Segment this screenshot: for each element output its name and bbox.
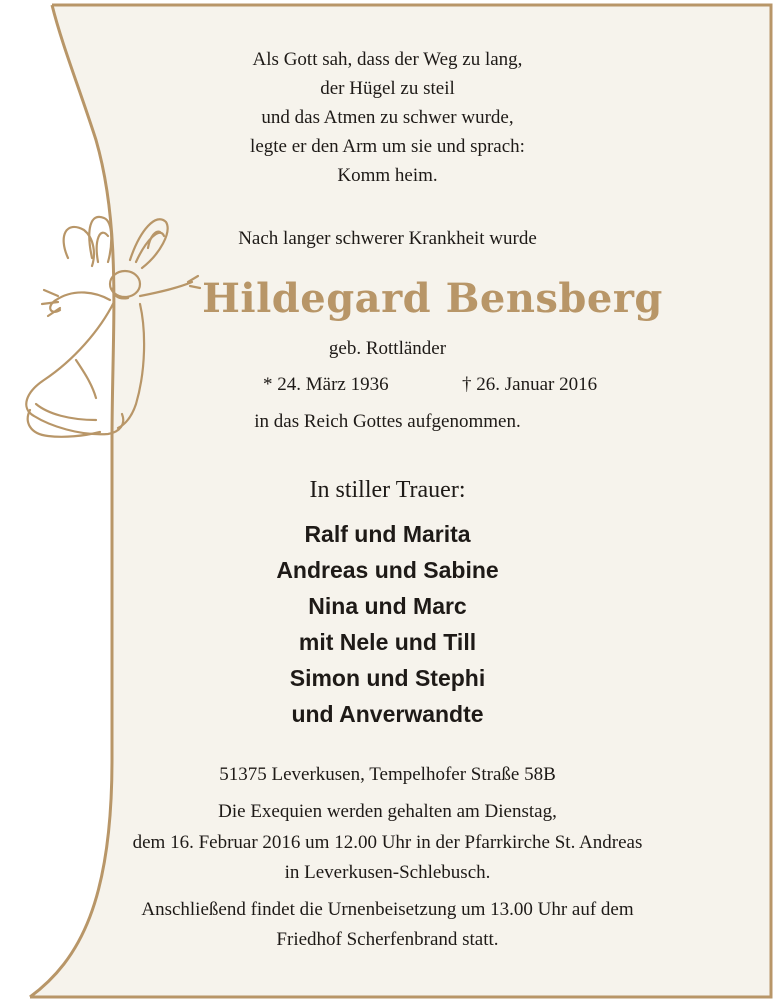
service-line-1: Die Exequien werden gehalten am Dienstag, <box>218 801 557 822</box>
service-line-3: in Leverkusen-Schlebusch. <box>284 862 491 883</box>
family-line-3: Nina und Marc <box>308 593 467 619</box>
verse-line-3: und das Atmen zu schwer wurde, <box>261 107 514 128</box>
service-line-2: dem 16. Februar 2016 um 12.00 Uhr in der Pfarrkirche St. Andreas <box>132 832 643 853</box>
taken-text: in das Reich Gottes aufgenommen. <box>254 411 521 432</box>
verse-line-1: Als Gott sah, dass der Weg zu lang, <box>252 49 523 70</box>
burial-line-1: Anschließend findet die Urnenbeisetzung um 13.00 Uhr auf dem <box>141 899 634 920</box>
deceased-name: Hildegard Bensberg <box>202 275 663 322</box>
verse-line-4: legte er den Arm um sie und sprach: <box>250 136 525 157</box>
death-date: † 26. Januar 2016 <box>462 374 598 395</box>
verse-line-2: der Hügel zu steil <box>320 78 455 99</box>
verse-line-5: Komm heim. <box>337 165 438 186</box>
intro-text: Nach langer schwerer Krankheit wurde <box>238 228 537 249</box>
birth-date: * 24. März 1936 <box>263 374 389 395</box>
address: 51375 Leverkusen, Tempelhofer Straße 58B <box>219 764 556 785</box>
family-line-1: Ralf und Marita <box>304 521 471 547</box>
family-line-5: Simon und Stephi <box>289 665 486 691</box>
family-line-4: mit Nele und Till <box>298 629 477 655</box>
family-line-2: Andreas und Sabine <box>276 557 499 583</box>
family-line-6: und Anverwandte <box>291 701 484 727</box>
mourning-heading: In stiller Trauer: <box>309 477 466 503</box>
burial-line-2: Friedhof Scherfenbrand statt. <box>276 929 499 950</box>
maiden-name: geb. Rottländer <box>328 338 447 359</box>
